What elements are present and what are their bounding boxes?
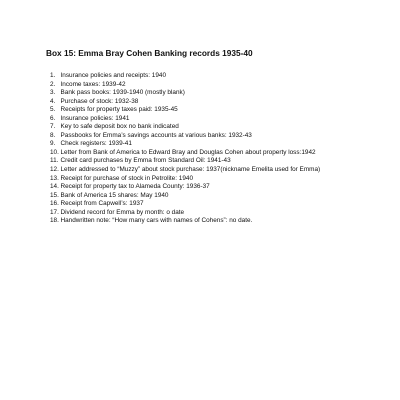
item-text: Letter from Bank of America to Edward Bray and Douglas Cohen about property loss:1942 [60,148,316,156]
item-number: 1. [50,72,56,79]
item-number: 13. [50,174,59,182]
item-text: Passbooks for Emma’s savings accounts at various banks: 1932-43 [60,131,252,139]
records-list [50,72,350,226]
list-item [50,183,350,192]
list-item [50,192,350,201]
item-number: 4. [50,97,56,105]
item-text: Bank of America 15 shares: May 1940 [60,191,169,199]
item-text: Receipt for purchase of stock in Petrolite: 1940 [60,174,193,182]
item-text: Receipt from Capwell’s: 1937 [60,200,144,208]
item-text: Purchase of stock: 1932-38 [60,97,139,105]
item-text: Dividend record for Emma by month: o date [60,208,185,216]
item-text: Handwritten note: “How many cars with names of Cohens”: no date. [60,217,253,225]
item-number: 12. [50,166,59,174]
list-item [50,106,350,115]
item-text: Insurance policies: 1941 [60,114,130,122]
list-item [50,132,350,141]
item-text: Insurance policies and receipts: 1940 [60,72,167,79]
list-item [50,209,350,218]
list-item [50,175,350,184]
item-number: 14. [50,183,59,191]
list-item [50,72,350,81]
item-number: 8. [50,131,56,139]
item-text: Key to safe deposit box no bank indicated [60,123,179,131]
item-number: 18. [50,217,59,225]
item-number: 10. [50,148,59,156]
list-item [50,166,350,175]
item-text: Income taxes: 1939-42 [60,80,126,88]
item-number: 11. [50,157,59,165]
list-item [50,157,350,166]
document-title: Box 15: Emma Bray Cohen Banking records 1935-40 [46,48,253,58]
item-number: 6. [50,114,56,122]
list-item [50,123,350,132]
item-number: 7. [50,123,56,131]
item-text: Bank pass books: 1939-1940 (mostly blank) [60,89,185,97]
item-text: Check registers: 1939-41 [60,140,132,148]
item-text: Credit card purchases by Emma from Standard Oil: 1941-43 [60,157,231,165]
item-number: 15. [50,191,59,199]
item-number: 2. [50,80,56,88]
item-number: 9. [50,140,56,148]
item-number: 5. [50,106,56,114]
list-item [50,81,350,90]
item-number: 16. [50,200,59,208]
list-item [50,115,350,124]
item-number: 3. [50,89,56,97]
item-number: 17. [50,208,59,216]
list-item [50,98,350,107]
item-text: Letter addressed to “Muzzy” about stock purchase: 1937(nickname Emelita used for Emma) [60,166,321,174]
list-item [50,217,350,226]
list-item [50,200,350,209]
list-item [50,149,350,158]
item-text: Receipt for property tax to Alameda County: 1936-37 [60,183,210,191]
item-text: Receipts for property taxes paid: 1935-45 [60,106,178,114]
list-item [50,140,350,149]
list-item [50,89,350,98]
